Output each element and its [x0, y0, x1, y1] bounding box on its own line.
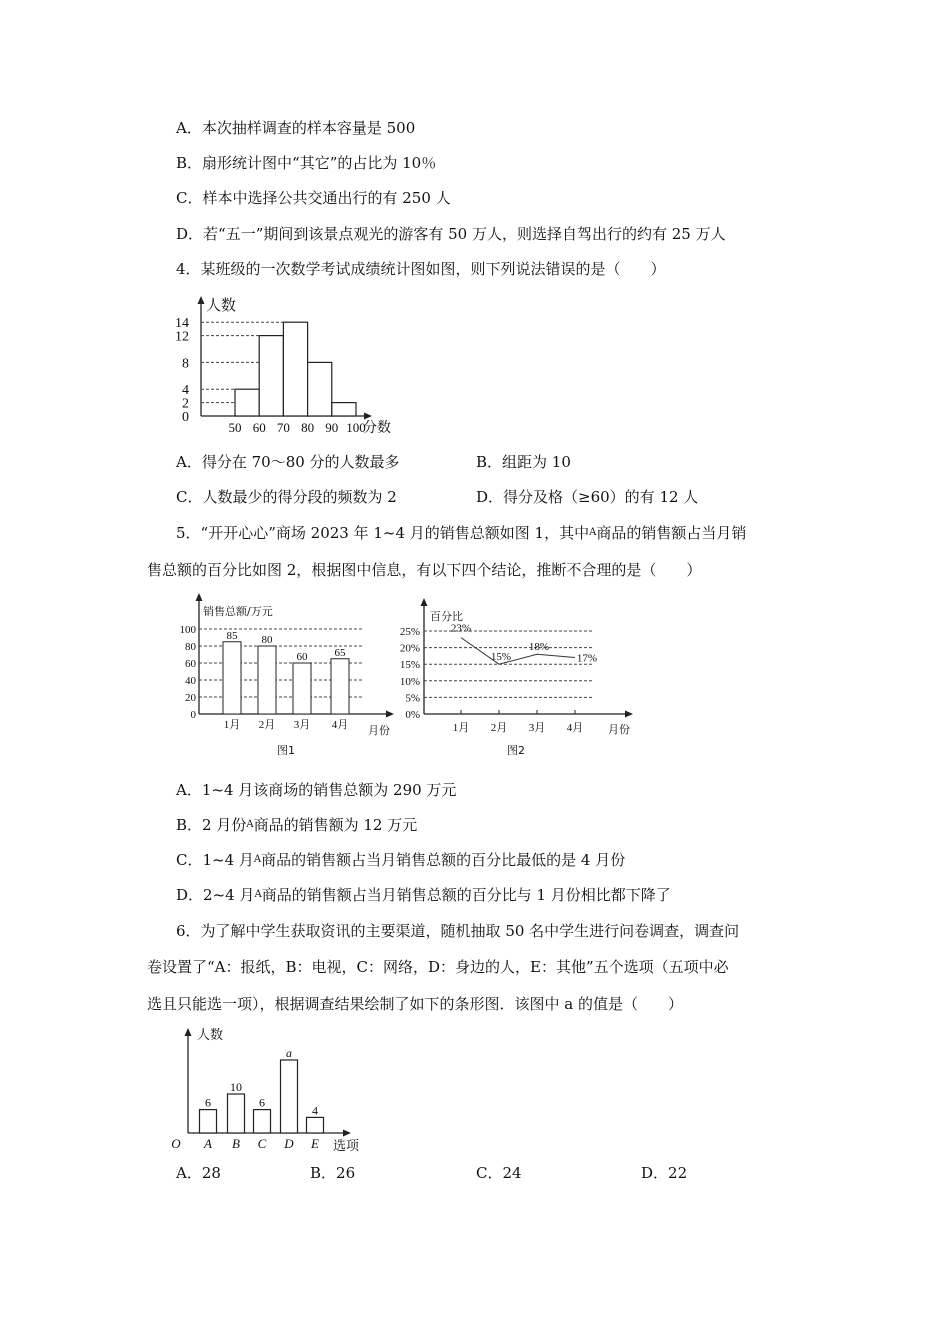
- q6-line2: 卷设置了“A：报纸，B：电视，C：网络，D：身边的人，E：其他”五个选项（五项中必: [147, 958, 729, 976]
- small-a: A: [253, 854, 262, 865]
- x-tick-label: 3月: [528, 722, 546, 734]
- bar-value-label: 85: [226, 629, 238, 642]
- x-tick-label: C: [257, 1136, 267, 1151]
- x-tick-label: B: [232, 1136, 240, 1151]
- y-tick-label: 0: [190, 709, 196, 721]
- option-bar: [281, 1060, 298, 1133]
- y-tick-label: 80: [185, 641, 196, 653]
- text: B．2 月份: [176, 816, 247, 834]
- option-bar: [254, 1110, 271, 1133]
- bar-value-label: 65: [334, 646, 346, 659]
- q3-option-c: C．样本中选择公共交通出行的有 250 人: [176, 189, 451, 207]
- bar-value-label: 10: [230, 1080, 242, 1094]
- point-label: 23%: [450, 622, 472, 635]
- x-tick-label: 50: [228, 420, 242, 435]
- q4-option-d: D．得分及格（≥60）的有 12 人: [476, 488, 699, 506]
- x-tick-label: 100: [346, 420, 366, 435]
- y-tick-label: 20: [185, 692, 196, 704]
- option-bar: [228, 1094, 245, 1133]
- q5-stem-part: 5．“开开心心”商场 2023 年 1~4 月的销售总额如图 1，其中: [176, 524, 590, 542]
- text: 商品的销售额为 12 万元: [253, 816, 418, 834]
- x-tick-label: 3月: [293, 719, 311, 731]
- figure-caption: 图2: [507, 744, 525, 757]
- bar-value-label: 6: [259, 1095, 265, 1110]
- small-a: A: [589, 527, 597, 538]
- x-tick-label: 80: [301, 420, 315, 435]
- q6-line1: 6．为了解中学生获取资讯的主要渠道，随机抽取 50 名中学生进行问卷调查，调查问: [176, 922, 740, 940]
- x-tick-label: A: [204, 1136, 212, 1151]
- y-tick-label: 10%: [399, 675, 420, 688]
- text: 商品的销售额占当月销售总额的百分比最低的是 4 月份: [261, 851, 626, 869]
- bar-value-label: 80: [261, 634, 273, 646]
- option-bar: [307, 1117, 324, 1133]
- origin-label: O: [171, 1136, 181, 1151]
- text: C．1~4 月: [176, 851, 254, 869]
- y-tick-label: 20%: [399, 642, 420, 655]
- y-tick-label: 60: [185, 658, 196, 670]
- y-axis-label: 百分比: [430, 610, 463, 623]
- x-tick-label: 4月: [331, 719, 349, 731]
- y-tick-label: 4: [182, 383, 189, 399]
- y-axis-arrow-icon: [185, 1028, 192, 1036]
- x-tick-label: 1月: [452, 722, 470, 734]
- x-tick-label: 1月: [223, 719, 241, 731]
- small-a: A: [246, 819, 254, 830]
- y-tick-label: 2: [182, 396, 189, 412]
- q5-option-a: A．1~4 月该商场的销售总额为 290 万元: [176, 781, 457, 799]
- y-tick-label: 14: [175, 316, 189, 332]
- figure-caption: 图1: [277, 744, 295, 757]
- q6-option-d: D．22: [641, 1164, 688, 1182]
- x-axis-label: 选项: [333, 1139, 360, 1154]
- x-axis-label: 分数: [363, 420, 391, 436]
- x-tick-label: E: [311, 1136, 319, 1151]
- y-tick-label: 15%: [399, 659, 420, 672]
- x-tick-label: 4月: [566, 722, 584, 734]
- q5-stem-part: 商品的销售额占当月销: [596, 524, 747, 542]
- q3-option-d: D．若“五一”期间到该景点观光的游客有 50 万人，则选择自驾出行的约有 25 万人: [176, 225, 726, 243]
- small-a: A: [254, 889, 262, 900]
- bar-value-label: 6: [205, 1095, 211, 1110]
- x-axis-label: 月份: [368, 724, 390, 737]
- point-label: 17%: [576, 652, 598, 665]
- x-tick-label: D: [284, 1136, 294, 1151]
- text: 商品的销售额占当月销售总额的百分比与 1 月份相比都下降了: [261, 886, 671, 904]
- q4-option-a: A．得分在 70～80 分的人数最多: [176, 453, 400, 471]
- q6-option-a: A．28: [176, 1164, 221, 1182]
- point-label: 18%: [528, 641, 550, 654]
- q6-option-b: B．26: [310, 1164, 356, 1182]
- y-tick-label: 100: [179, 624, 196, 636]
- y-tick-label: 0: [182, 410, 189, 425]
- x-tick-label: 70: [276, 420, 290, 435]
- y-tick-label: 40: [185, 675, 196, 687]
- x-tick-label: 60: [252, 420, 266, 435]
- q3-option-b: B．扇形统计图中“其它”的占比为 10％: [176, 154, 437, 172]
- bar-value-label: a: [286, 1046, 292, 1060]
- y-tick-label: 25%: [399, 626, 420, 638]
- y-axis-label: 销售总额/万元: [203, 605, 273, 618]
- q6-line3: 选且只能选一项），根据调查结果绘制了如下的条形图．该图中 a 的值是（ ）: [147, 995, 683, 1013]
- y-tick-label: 5%: [405, 692, 420, 705]
- q3-option-a: A．本次抽样调查的样本容量是 500: [176, 119, 416, 137]
- q4-option-c: C．人数最少的得分段的频数为 2: [176, 488, 397, 506]
- text: D．2~4 月: [176, 886, 255, 904]
- x-axis-label: 月份: [608, 723, 630, 736]
- x-axis-arrow-icon: [343, 1130, 351, 1137]
- q4-option-b: B．组距为 10: [476, 453, 571, 471]
- q4-stem: 4．某班级的一次数学考试成绩统计图如图，则下列说法错误的是（ ）: [176, 260, 666, 278]
- point-label: 15%: [490, 651, 512, 664]
- y-tick-label: 0%: [405, 709, 420, 721]
- y-axis-label: 人数: [197, 1028, 224, 1043]
- bar-value-label: 4: [312, 1103, 318, 1118]
- x-tick-label: 2月: [258, 719, 276, 731]
- y-tick-label: 8: [182, 356, 189, 372]
- q5-stem-line2: 售总额的百分比如图 2，根据图中信息，有以下四个结论，推断不合理的是（ ）: [147, 561, 702, 579]
- y-tick-label: 12: [175, 329, 189, 345]
- x-tick-label: 90: [325, 420, 339, 435]
- x-tick-label: 2月: [490, 722, 508, 734]
- option-bar: [200, 1110, 217, 1133]
- y-axis-label: 人数: [206, 296, 237, 314]
- q6-option-c: C．24: [476, 1164, 522, 1182]
- bar-value-label: 60: [296, 651, 308, 663]
